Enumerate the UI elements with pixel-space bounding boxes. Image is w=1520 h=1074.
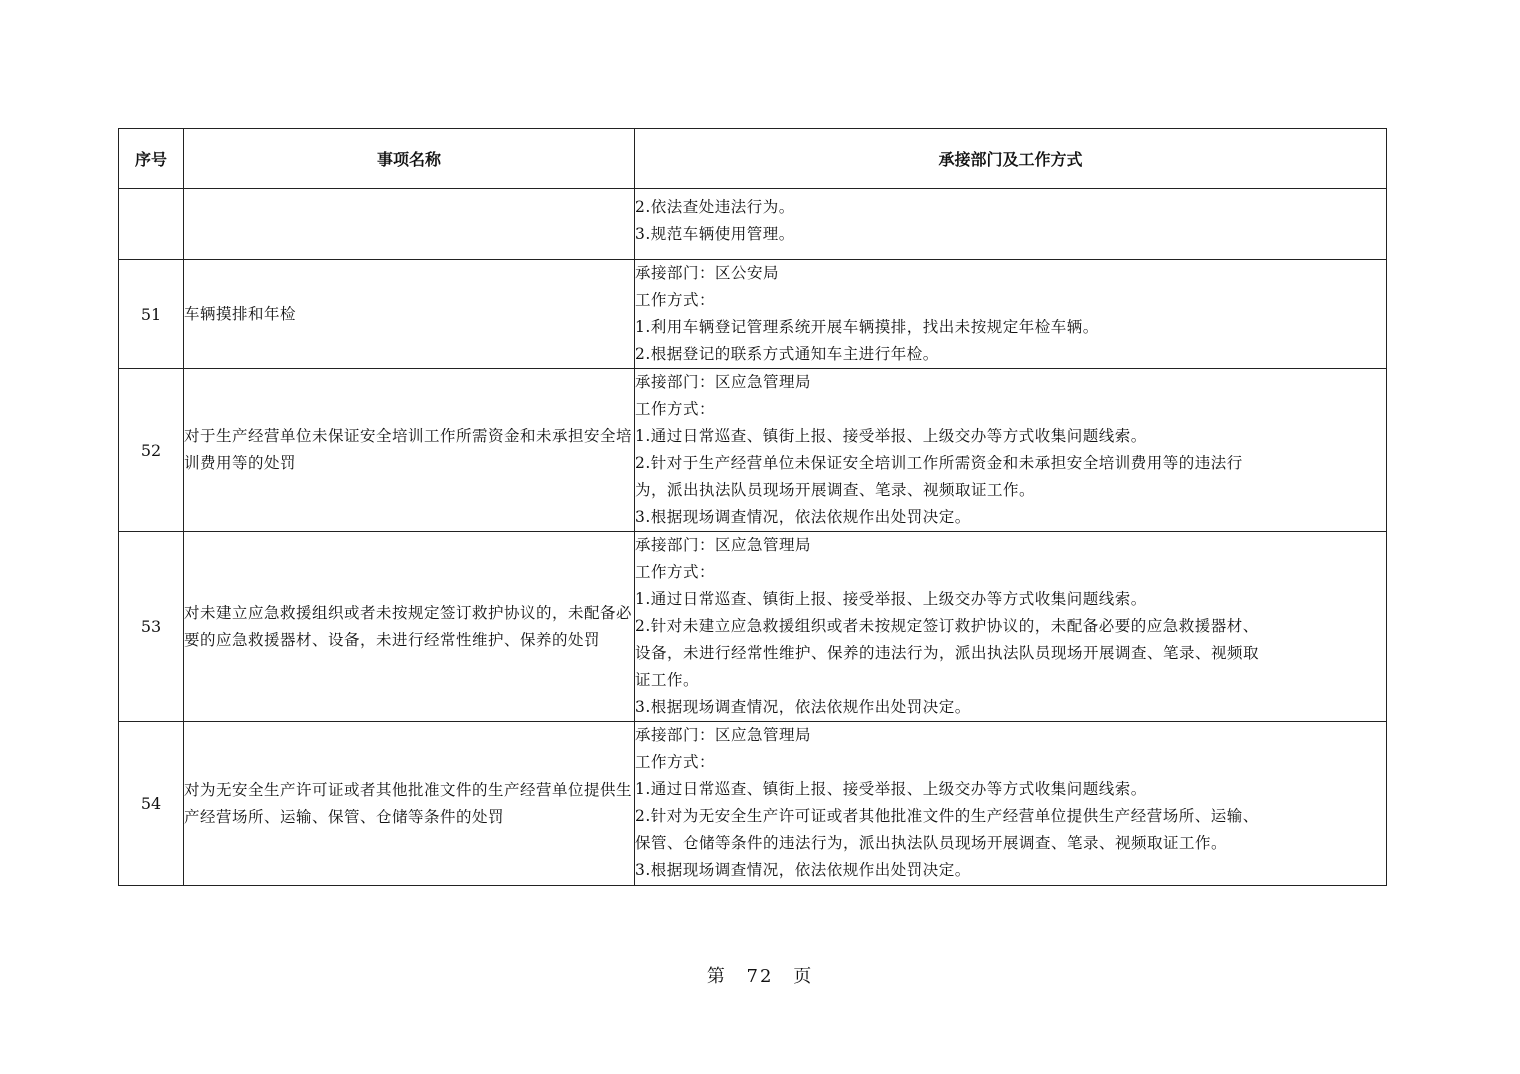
method-line: 1.通过日常巡查、镇街上报、接受举报、上级交办等方式收集问题线索。 xyxy=(635,427,1147,445)
page-prefix: 第 xyxy=(706,966,727,987)
table-header-row xyxy=(119,129,1387,189)
method-line: 工作方式： xyxy=(635,400,716,418)
method-line: 保管、仓储等条件的违法行为，派出执法队员现场开展调查、笔录、视频取证工作。 xyxy=(635,834,1228,852)
method-line: 为，派出执法队员现场开展调查、笔录、视频取证工作。 xyxy=(635,481,1036,499)
row-number: 53 xyxy=(119,532,184,722)
method-line: 2.针对未建立应急救援组织或者未按规定签订救护协议的，未配备必要的应急救援器材、 xyxy=(635,617,1259,635)
method-line: 1.通过日常巡查、镇街上报、接受举报、上级交办等方式收集问题线索。 xyxy=(635,780,1147,798)
table-row xyxy=(119,722,1387,886)
method-line: 工作方式： xyxy=(635,563,716,581)
department-method xyxy=(635,722,1387,886)
method-line: 承接部门：区应急管理局 xyxy=(635,536,812,554)
header-matter-name: 事项名称 xyxy=(184,129,635,189)
method-line: 承接部门：区公安局 xyxy=(635,264,780,282)
department-method xyxy=(635,369,1387,532)
table-row xyxy=(119,260,1387,369)
row-number: 54 xyxy=(119,722,184,886)
method-line: 2.根据登记的联系方式通知车主进行年检。 xyxy=(635,345,939,363)
department-method xyxy=(635,260,1387,369)
matter-name: 对于生产经营单位未保证安全培训工作所需资金和未承担安全培训费用等的处罚 xyxy=(184,369,635,532)
method-line: 证工作。 xyxy=(635,671,700,689)
table-row xyxy=(119,532,1387,722)
matter-name: 对未建立应急救援组织或者未按规定签订救护协议的，未配备必要的应急救援器材、设备，未进行经常性维护、保养的处罚 xyxy=(184,532,635,722)
method-line: 3.根据现场调查情况，依法依规作出处罚决定。 xyxy=(635,508,971,526)
row-number: 52 xyxy=(119,369,184,532)
matter-name xyxy=(184,189,635,260)
page-footer xyxy=(0,962,1520,988)
method-line: 承接部门：区应急管理局 xyxy=(635,726,812,744)
method-line: 1.通过日常巡查、镇街上报、接受举报、上级交办等方式收集问题线索。 xyxy=(635,590,1147,608)
method-line: 2.针对为无安全生产许可证或者其他批准文件的生产经营单位提供生产经营场所、运输、 xyxy=(635,807,1259,825)
department-method xyxy=(635,532,1387,722)
row-number: 51 xyxy=(119,260,184,369)
method-line: 承接部门：区应急管理局 xyxy=(635,373,812,391)
method-line: 1.利用车辆登记管理系统开展车辆摸排，找出未按规定年检车辆。 xyxy=(635,318,1099,336)
header-department-method: 承接部门及工作方式 xyxy=(635,129,1387,189)
page-suffix: 页 xyxy=(793,966,814,987)
method-line: 3.规范车辆使用管理。 xyxy=(635,225,795,243)
method-line: 3.根据现场调查情况，依法依规作出处罚决定。 xyxy=(635,698,971,716)
table-row xyxy=(119,369,1387,532)
matters-table xyxy=(118,128,1387,886)
matter-name: 对为无安全生产许可证或者其他批准文件的生产经营单位提供生产经营场所、运输、保管、仓储等条件的处罚 xyxy=(184,722,635,886)
page-number: 72 xyxy=(746,966,774,987)
header-serial-number: 序号 xyxy=(119,129,184,189)
matter-name: 车辆摸排和年检 xyxy=(184,260,635,369)
method-line: 工作方式： xyxy=(635,753,716,771)
row-number xyxy=(119,189,184,260)
method-line: 工作方式： xyxy=(635,291,716,309)
method-line: 3.根据现场调查情况，依法依规作出处罚决定。 xyxy=(635,861,971,879)
method-line: 2.依法查处违法行为。 xyxy=(635,198,795,216)
method-line: 设备，未进行经常性维护、保养的违法行为，派出执法队员现场开展调查、笔录、视频取 xyxy=(635,644,1260,662)
department-method xyxy=(635,189,1387,260)
table-row xyxy=(119,189,1387,260)
method-line: 2.针对于生产经营单位未保证安全培训工作所需资金和未承担安全培训费用等的违法行 xyxy=(635,454,1243,472)
